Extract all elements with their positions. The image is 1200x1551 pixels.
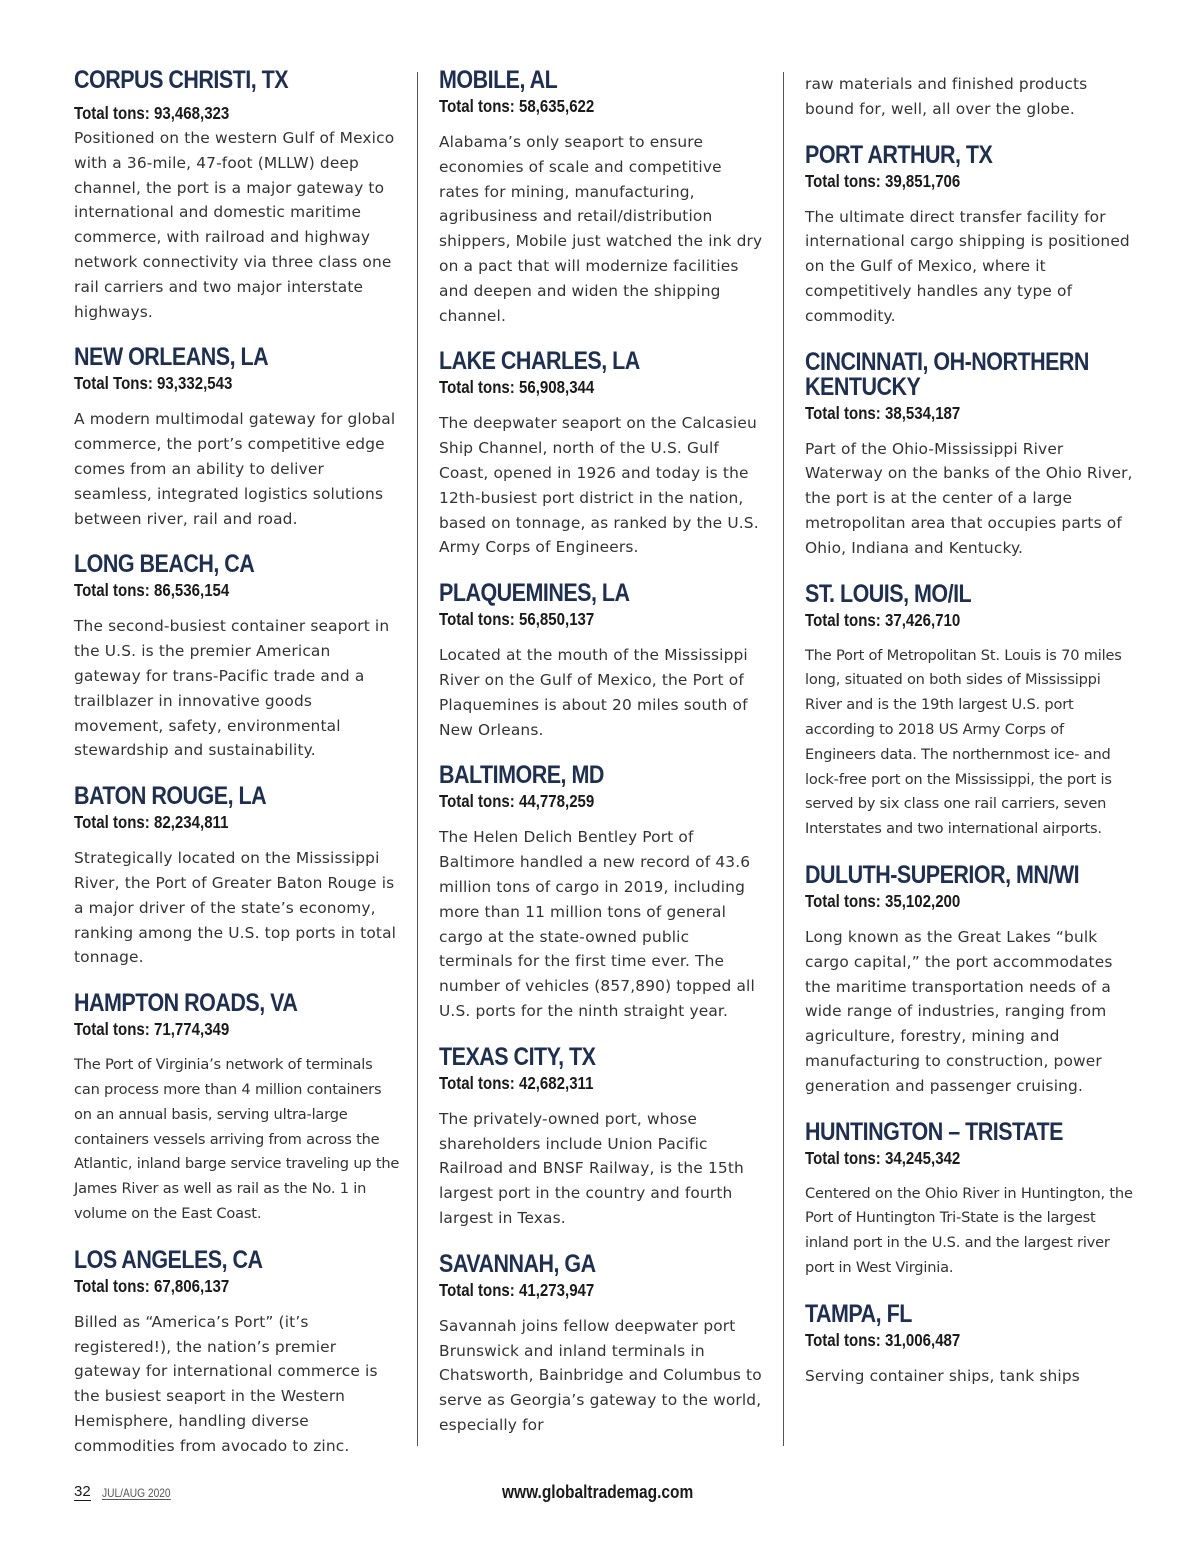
- port-tonnage: Total tons: 35,102,200: [805, 890, 961, 911]
- column-3: [805, 72, 1135, 1410]
- port-description: The Port of Metropolitan St. Louis is 70 miles long, situated on both sides of Mississippi River and is the 19th largest U.S. port according to 2018 US Army Corps of Engineers data. The northernmost ice- and lock-free port on the Mississippi, the port is served by six class one rail carriers, seven Interstates and two international airports.: [805, 646, 1122, 838]
- port-tonnage: Total tons: 42,682,311: [439, 1072, 594, 1093]
- port-name: ST. LOUIS, MO/IL: [805, 579, 972, 608]
- port-description: Strategically located on the Mississippi River, the Port of Greater Baton Rouge is a major driver of the state’s economy, ranking among the U.S. top ports in total tonnage.: [74, 849, 397, 967]
- port-description: Savannah joins fellow deepwater port Brunswick and inland terminals in Chatsworth, Bainbridge and Columbus to serve as Georgia’s gateway to the world, especially for: [439, 1316, 762, 1434]
- port-tonnage: Total tons: 34,245,342: [805, 1147, 961, 1168]
- port-tonnage: Total tons: 67,806,137: [74, 1275, 230, 1296]
- port-name: TAMPA, FL: [805, 1299, 912, 1328]
- port-entry: [439, 349, 765, 560]
- port-description: A modern multimodal gateway for global commerce, the port’s competitive edge comes from an ability to deliver seamless, integrated logistics solutions between river, rail and road.: [74, 410, 396, 528]
- port-name: BATON ROUGE, LA: [74, 782, 267, 811]
- port-tonnage: Total Tons: 93,332,543: [74, 373, 233, 394]
- port-entry: [74, 784, 400, 970]
- port-tonnage: Total tons: 44,778,259: [439, 791, 595, 812]
- port-entry: [74, 1245, 400, 1459]
- port-description: The ultimate direct transfer facility for international cargo shipping is positioned on the Gulf of Mexico, where it competitively handles any type of commodity.: [805, 207, 1130, 325]
- port-entry: [805, 347, 1135, 561]
- port-name: PLAQUEMINES, LA: [439, 579, 630, 608]
- port-name: HUNTINGTON – TRISTATE: [805, 1117, 1063, 1146]
- port-entry: [805, 579, 1135, 842]
- port-description: The deepwater seaport on the Calcasieu Ship Channel, north of the U.S. Gulf Coast, opened in 1926 and today is the 12th-busiest port district in the nation, based on tonnage, as ranked by the U.S. Army Corps of Engineers.: [439, 414, 759, 557]
- port-entry: [74, 68, 400, 324]
- port-entry: [439, 68, 765, 328]
- port-description: Serving container ships, tank ships: [805, 1366, 1080, 1385]
- port-tonnage: Total tons: 37,426,710: [805, 609, 961, 630]
- port-name: BALTIMORE, MD: [439, 761, 604, 790]
- port-entry: [74, 991, 400, 1227]
- port-entry: [439, 581, 765, 742]
- column-divider-2: [783, 72, 784, 1446]
- port-name: HAMPTON ROADS, VA: [74, 989, 298, 1018]
- port-tonnage: Total tons: 82,234,811: [74, 812, 229, 833]
- port-description: The privately-owned port, whose shareholders include Union Pacific Railroad and BNSF Railway, is the 15th largest port in the country and fourth largest in Texas.: [439, 1109, 744, 1227]
- port-tonnage: Total tons: 86,536,154: [74, 580, 230, 601]
- port-name: TEXAS CITY, TX: [439, 1042, 596, 1071]
- port-name: CINCINNATI, OH-NORTHERN KENTUCKY: [805, 347, 1089, 401]
- port-entry: [439, 763, 765, 1023]
- port-description: The Helen Delich Bentley Port of Baltimore handled a new record of 43.6 million tons of cargo in 2019, including more than 11 million tons of general cargo at the state-owned public terminals for the first time ever. The number of vehicles (857,890) topped all U.S. ports for the ninth straight year.: [439, 828, 755, 1020]
- port-tonnage: Total tons: 93,468,323: [74, 103, 230, 123]
- port-tonnage: Total tons: 56,850,137: [439, 609, 595, 630]
- port-description: Part of the Ohio-Mississippi River Waterway on the banks of the Ohio River, the port is at the center of a large metropolitan area that occupies parts of Ohio, Indiana and Kentucky.: [805, 439, 1133, 557]
- port-entry: [805, 140, 1135, 329]
- port-entry: [805, 1299, 1135, 1389]
- port-description: The Port of Virginia’s network of terminals can process more than 4 million containers on an annual basis, serving ultra-large containers vessels arriving from across the Atlantic, inland barge service traveling up the James River as well as rail as the No. 1 in volume on the East Coast.: [74, 1056, 400, 1222]
- port-description: The second-busiest container seaport in the U.S. is the premier American gateway for trans-Pacific trade and a trailblazer in innovative goods movement, safety, environmental stewardship and sustainability.: [74, 617, 390, 760]
- port-description: Positioned on the western Gulf of Mexico with a 36-mile, 47-foot (MLLW) deep channel, the port is a major gateway to international and domestic maritime commerce, with railroad and highway network connectivity via three class one rail carriers and two major interstate highways.: [74, 129, 395, 321]
- port-name: DULUTH-SUPERIOR, MN/WI: [805, 860, 1080, 889]
- column-1: [74, 68, 400, 1479]
- port-description: Located at the mouth of the Mississippi River on the Gulf of Mexico, the Port of Plaquemines is about 20 miles south of New Orleans.: [439, 646, 748, 739]
- continued-description: raw materials and finished products bound for, well, all over the globe.: [805, 75, 1088, 118]
- port-tonnage: Total tons: 41,273,947: [439, 1279, 595, 1300]
- issue-date: JUL/AUG 2020: [102, 1486, 171, 1500]
- port-tonnage: Total tons: 39,851,706: [805, 170, 961, 191]
- port-entry: [74, 345, 400, 531]
- port-entry: [439, 1249, 765, 1438]
- port-description: Billed as “America’s Port” (it’s registered!), the nation’s premier gateway for international commerce is the busiest seaport in the Western Hemisphere, handling diverse commodities from avocado to zinc.: [74, 1312, 378, 1455]
- port-name: LONG BEACH, CA: [74, 550, 255, 579]
- port-name: NEW ORLEANS, LA: [74, 343, 269, 372]
- port-entry: [439, 1042, 765, 1231]
- port-name: SAVANNAH, GA: [439, 1249, 596, 1278]
- port-tonnage: Total tons: 31,006,487: [805, 1329, 961, 1350]
- port-tonnage: Total tons: 58,635,622: [439, 96, 595, 116]
- port-tonnage: Total tons: 56,908,344: [439, 377, 595, 398]
- port-tonnage: Total tons: 71,774,349: [74, 1019, 230, 1040]
- port-tonnage: Total tons: 38,534,187: [805, 402, 961, 423]
- port-name: CORPUS CHRISTI, TX: [74, 66, 289, 94]
- page-number: 32: [74, 1483, 91, 1500]
- port-entry: [805, 1117, 1135, 1281]
- port-name: LAKE CHARLES, LA: [439, 347, 640, 376]
- port-entry: [74, 552, 400, 763]
- port-description: Alabama’s only seaport to ensure economies of scale and competitive rates for mining, manufacturing, agribusiness and retail/distribution shippers, Mobile just watched the ink dry on a pact that will modernize facilities and deepen and widen the shipping channel.: [439, 133, 763, 325]
- port-entry: [805, 860, 1135, 1099]
- port-description: Centered on the Ohio River in Huntington, the Port of Huntington Tri-State is the largest inland port in the U.S. and the largest river port in West Virginia.: [805, 1184, 1133, 1276]
- port-name: MOBILE, AL: [439, 66, 558, 94]
- column-2: [439, 68, 765, 1459]
- port-name: PORT ARTHUR, TX: [805, 140, 993, 169]
- website-url: www.globaltrademag.com: [502, 1482, 694, 1502]
- column-divider-1: [417, 72, 418, 1446]
- continued-entry: [805, 72, 1135, 122]
- port-name: LOS ANGELES, CA: [74, 1245, 263, 1274]
- port-description: Long known as the Great Lakes “bulk cargo capital,” the port accommodates the maritime transportation needs of a wide range of industries, ranging from agriculture, forestry, mining and manufacturing to construction, power generation and passenger cruising.: [805, 927, 1113, 1095]
